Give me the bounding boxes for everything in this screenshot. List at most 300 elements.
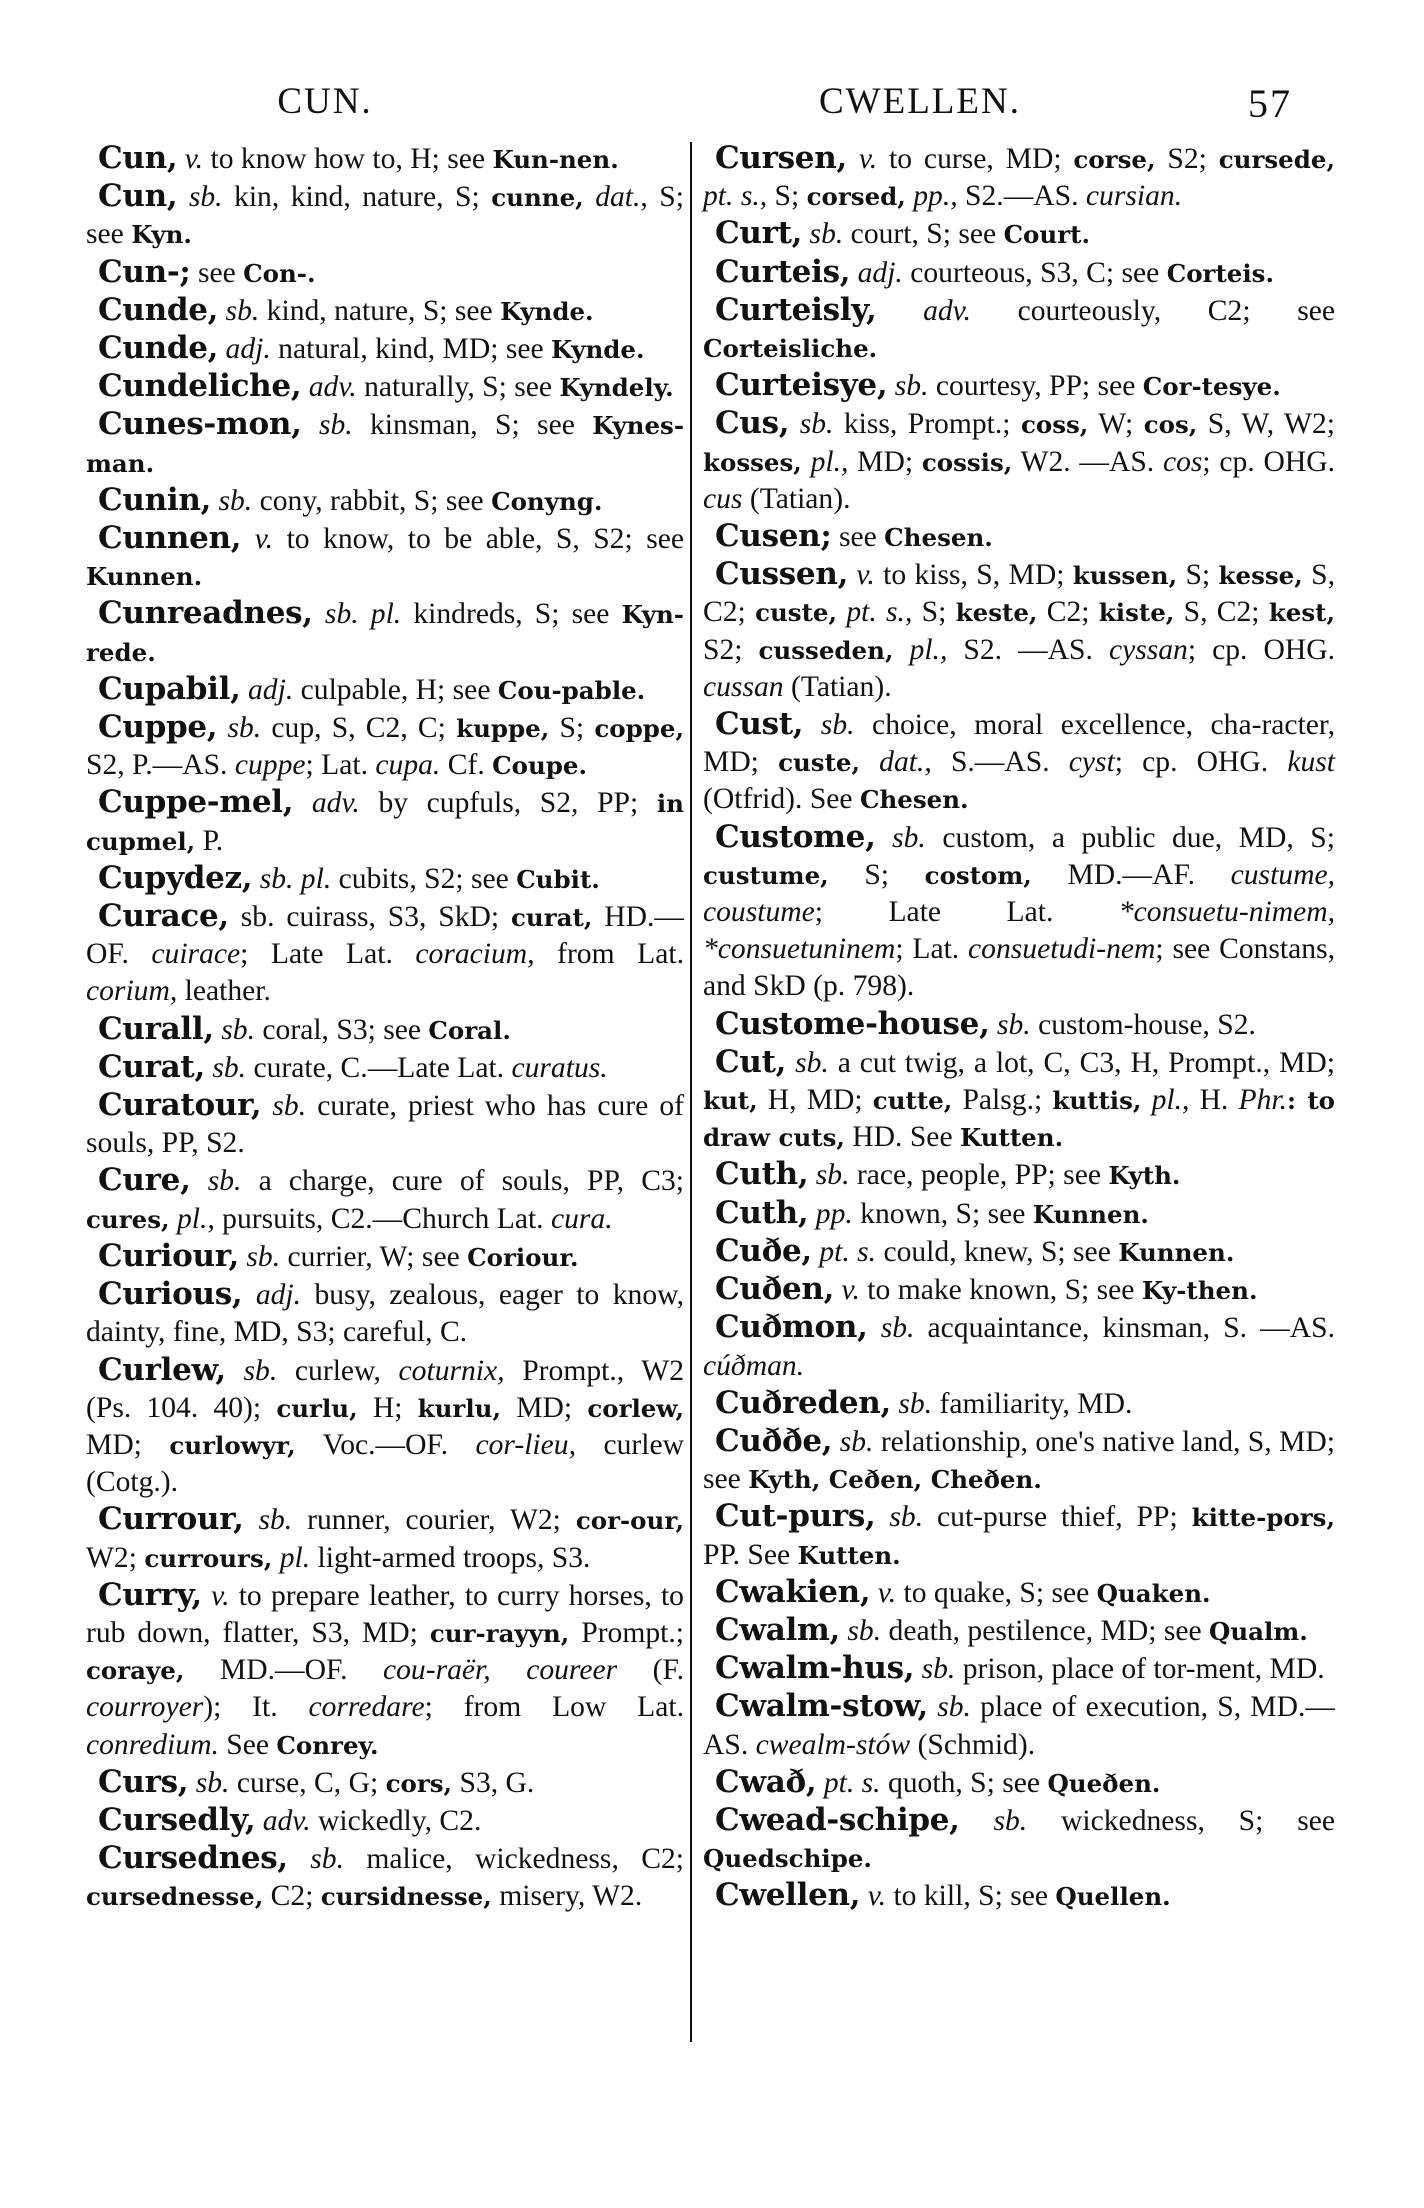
- dictionary-entry: [703, 1006, 1335, 1044]
- headword: Cuth,: [715, 1156, 809, 1193]
- definition-text: curse, C, G;: [229, 1766, 386, 1799]
- definition-text: ; Late Lat.: [814, 896, 1119, 929]
- italic-text: sb.: [218, 294, 260, 327]
- italic-text: pl.,: [169, 1202, 215, 1235]
- dictionary-entry: [703, 140, 1335, 215]
- bold-form: kosses,: [703, 447, 802, 477]
- definition-text: see: [190, 256, 244, 289]
- italic-text: pt. s.: [811, 1235, 877, 1268]
- italic-text: sb.: [840, 1614, 882, 1647]
- definition-text: S;: [912, 596, 956, 629]
- bold-form: Kynde.: [551, 335, 645, 365]
- definition-text: leather.: [177, 975, 271, 1008]
- running-head-right: CWELLEN.: [819, 81, 1021, 122]
- definition-text: S2.—AS.: [957, 180, 1086, 213]
- dictionary-entry: [86, 1276, 684, 1351]
- italic-text: sb.: [204, 1051, 247, 1084]
- headword: Cunde,: [98, 330, 219, 367]
- headword: Cust,: [715, 706, 804, 743]
- headword: Curiour,: [98, 1237, 240, 1274]
- bold-form: cunne,: [491, 183, 584, 213]
- italic-text: coracium,: [415, 938, 535, 971]
- definition-text: custom, a public due, MD, S;: [925, 821, 1335, 854]
- italic-text: sb.: [887, 370, 929, 403]
- italic-text: v.: [870, 1576, 897, 1609]
- italic-text: pl.,: [1141, 1084, 1190, 1117]
- bold-form: kurlu,: [417, 1393, 501, 1423]
- definition-text: wickedly, C2.: [310, 1804, 482, 1837]
- dictionary-entry: [86, 595, 684, 670]
- headword: Cwað,: [715, 1763, 817, 1800]
- bold-form: Ky-then.: [1141, 1276, 1258, 1306]
- italic-text: cwealm-stów: [755, 1728, 911, 1761]
- headword: Cuth,: [715, 1194, 809, 1231]
- bold-form: coraye,: [86, 1656, 185, 1686]
- italic-text: sb.: [177, 181, 223, 214]
- italic-text: sb.: [287, 1843, 344, 1876]
- definition-text: culpable, H; see: [293, 673, 498, 706]
- bold-form: cursede,: [1218, 145, 1335, 174]
- bold-form: Kunnen.: [1118, 1237, 1235, 1267]
- italic-text: pp.,: [905, 180, 958, 213]
- definition-text: MD.—OF.: [184, 1654, 383, 1687]
- definition-text: HD.—OF.: [86, 901, 684, 971]
- bold-form: custume,: [703, 860, 829, 890]
- bold-form: Kyn-rede.: [86, 600, 684, 667]
- headword: Cuðe,: [715, 1232, 812, 1269]
- definition-text: cony, rabbit, S; see: [252, 484, 492, 517]
- bold-form: cors,: [385, 1768, 453, 1798]
- headword: Cursen,: [715, 140, 847, 176]
- running-head-left: CUN.: [277, 81, 373, 122]
- italic-text: sb.: [239, 1240, 281, 1273]
- italic-text: cyst: [1068, 746, 1115, 779]
- italic-text: sb.: [802, 218, 844, 251]
- headword: Cwalm-stow,: [715, 1688, 928, 1725]
- italic-text: kust: [1287, 746, 1335, 779]
- definition-text: MD;: [86, 1428, 170, 1461]
- definition-text: to kiss, S, MD;: [874, 559, 1073, 592]
- definition-text: S, W, W2;: [1197, 408, 1335, 441]
- italic-text: sb.: [890, 1387, 933, 1420]
- dictionary-entry: [86, 1802, 684, 1840]
- definition-text: to quake, S; see: [896, 1576, 1097, 1609]
- italic-text: corium,: [86, 975, 178, 1008]
- headword: Cwalm-hus,: [715, 1650, 915, 1687]
- italic-text: adv.: [255, 1804, 311, 1837]
- bold-form: Conrey.: [276, 1730, 379, 1760]
- italic-text: Phr.: [1238, 1084, 1288, 1117]
- headword: Custome,: [715, 818, 876, 855]
- definition-text: S2;: [1155, 143, 1219, 175]
- bold-form: Con-.: [243, 258, 316, 288]
- bold-form: keste,: [955, 598, 1038, 628]
- italic-text: coturnix,: [398, 1354, 505, 1387]
- headword: Cussen,: [715, 556, 849, 593]
- bold-form: kitte-pors,: [1191, 1503, 1335, 1533]
- definition-text: race, people, PP; see: [849, 1159, 1109, 1192]
- dictionary-entry: [703, 1802, 1335, 1877]
- bold-form: kesse,: [1218, 561, 1303, 591]
- dictionary-entry: [86, 406, 684, 481]
- dictionary-entry: [703, 1309, 1335, 1384]
- bold-form: kuppe,: [456, 714, 550, 744]
- bold-form: Conyng.: [491, 486, 603, 516]
- italic-text: sb.: [928, 1691, 971, 1724]
- headword: Cuððe,: [715, 1422, 833, 1459]
- definition-text: S2, P.—AS.: [86, 749, 235, 782]
- italic-text: sb.: [243, 1504, 293, 1537]
- bold-form: custe,: [778, 748, 861, 778]
- bold-form: Kynes-man.: [86, 411, 684, 478]
- headword: Cursedly,: [98, 1801, 256, 1838]
- italic-text: sb.: [914, 1653, 956, 1686]
- headword: Cwakien,: [715, 1573, 871, 1610]
- bold-form: : to draw cuts,: [703, 1086, 1336, 1153]
- bold-form: coppe,: [594, 714, 684, 744]
- headword: Cus,: [715, 405, 790, 442]
- bold-form: costom,: [924, 860, 1032, 890]
- headword: Curteisye,: [715, 367, 888, 404]
- dictionary-entry: [86, 330, 684, 368]
- headword: Curall,: [98, 1010, 214, 1047]
- definition-text: C2;: [263, 1880, 321, 1913]
- italic-text: sb.: [832, 1425, 874, 1458]
- definition-text: (Schmid).: [910, 1728, 1036, 1761]
- definition-text: runner, courier, W2;: [292, 1504, 576, 1537]
- bold-form: cos,: [1143, 410, 1198, 440]
- bold-form: Kunnen.: [1032, 1199, 1149, 1229]
- italic-text: sb.: [875, 1501, 924, 1534]
- bold-form: Chesen.: [884, 523, 993, 553]
- italic-text: sb.: [211, 484, 253, 517]
- definition-text: quoth, S; see: [880, 1766, 1048, 1799]
- dictionary-entry: [86, 898, 684, 1011]
- dictionary-entry: [703, 215, 1335, 253]
- bold-form: Quellen.: [1055, 1882, 1171, 1912]
- headword: Cunreadnes,: [98, 595, 313, 632]
- definition-text: S;: [828, 858, 925, 891]
- definition-text: malice, wickedness, C2;: [344, 1843, 684, 1876]
- definition-text: kind, nature, S; see: [259, 294, 501, 327]
- definition-text: known, S; see: [852, 1197, 1033, 1230]
- headword: Cupabil,: [98, 670, 241, 707]
- italic-text: cor-lieu,: [475, 1428, 576, 1461]
- italic-text: dat.,: [860, 746, 932, 779]
- dictionary-entry: [703, 819, 1335, 1006]
- italic-text: cos: [1162, 445, 1203, 478]
- italic-text: sb.: [786, 1046, 829, 1079]
- definition-text: courteously, C2; see: [971, 294, 1335, 327]
- definition-text: see: [831, 521, 885, 554]
- dictionary-entry: [86, 709, 684, 784]
- italic-text: adj.: [218, 333, 271, 366]
- bold-form: Cor-tesye.: [1142, 372, 1281, 402]
- definition-text: kindreds, S; see: [401, 598, 622, 631]
- definition-text: Cf.: [440, 749, 493, 782]
- italic-text: v.: [834, 1274, 860, 1307]
- headword: Cut-purs,: [715, 1498, 876, 1535]
- definition-text: S, C2;: [703, 559, 1335, 629]
- bold-form: Cubit.: [516, 864, 600, 894]
- bold-form: cusseden,: [758, 635, 894, 665]
- headword: Curt,: [715, 215, 803, 252]
- dictionary-entry: [703, 1233, 1335, 1271]
- definition-text: a cut twig, a lot, C, C3, H, Prompt., MD;: [828, 1046, 1335, 1079]
- definition-text: naturally, S; see: [356, 371, 560, 404]
- bold-form: cursidnesse,: [320, 1882, 492, 1912]
- italic-text: cou-raër, coureer: [383, 1654, 618, 1687]
- definition-text: death, pestilence, MD; see: [881, 1614, 1210, 1647]
- bold-form: Chesen.: [859, 785, 969, 815]
- bold-form: cur-rayyn,: [429, 1618, 570, 1648]
- bold-form: Cou-pable.: [497, 675, 646, 705]
- italic-text: v.: [860, 1880, 887, 1913]
- definition-text: S;: [1177, 559, 1219, 592]
- bold-form: Kyn.: [131, 220, 192, 250]
- definition-text: custom-house, S2.: [1030, 1008, 1256, 1041]
- headword: Curteisly,: [715, 291, 877, 328]
- definition-text: (Tatian).: [783, 670, 892, 703]
- italic-text: pt. s.: [816, 1766, 881, 1799]
- definition-text: court, S; see: [843, 218, 1004, 251]
- italic-text: courroyer: [86, 1691, 204, 1724]
- definition-text: to prepare leather, to curry horses, to rub down, flatter, S3, MD;: [86, 1579, 684, 1649]
- dictionary-entry: [86, 1352, 684, 1502]
- italic-text: cura.: [550, 1202, 613, 1235]
- headword: Cwellen,: [715, 1877, 861, 1914]
- definition-text: kinsman, S; see: [352, 409, 593, 442]
- bold-form: Coral.: [428, 1015, 511, 1045]
- italic-text: sb.: [989, 1008, 1031, 1041]
- definition-text: ; Lat.: [895, 933, 969, 966]
- definition-text: kiss, Prompt.;: [833, 408, 1021, 441]
- headword: Cuðreden,: [715, 1384, 891, 1421]
- definition-text: curate, priest who has cure of souls, PP, S2.: [86, 1090, 684, 1160]
- bold-form: corlew,: [587, 1393, 684, 1423]
- headword: Cunnen,: [98, 520, 242, 557]
- definition-text: H;: [357, 1391, 418, 1424]
- bold-form: kiste,: [1098, 598, 1175, 628]
- italic-text: v.: [848, 559, 875, 592]
- dictionary-entry: [703, 518, 1335, 556]
- dictionary-entry: [703, 1271, 1335, 1309]
- bold-form: Kynde.: [500, 296, 594, 326]
- definition-text: pursuits, C2.—Church Lat.: [214, 1202, 551, 1235]
- dictionary-entry: [86, 254, 684, 292]
- bold-form: curlu,: [276, 1393, 358, 1423]
- bold-form: kut,: [703, 1086, 758, 1116]
- bold-form: Kunnen.: [86, 562, 203, 592]
- italic-text: sb.: [213, 1013, 256, 1046]
- headword: Curlew,: [98, 1351, 226, 1388]
- definition-text: ; from Low Lat.: [424, 1691, 684, 1724]
- definition-text: to know, to be able, S, S2; see: [273, 523, 684, 556]
- dictionary-entry: [703, 1650, 1335, 1688]
- dictionary-entry: [703, 1385, 1335, 1423]
- bold-form: Court.: [1003, 220, 1090, 250]
- bold-form: kest,: [1268, 598, 1336, 628]
- bold-form: Coupe.: [492, 751, 588, 781]
- bold-form: cutte,: [872, 1086, 953, 1116]
- definition-text: Palsg.;: [952, 1084, 1053, 1117]
- italic-text: cursian.: [1085, 180, 1183, 213]
- headword: Cunes-mon,: [98, 406, 302, 443]
- italic-text: sb.: [301, 409, 353, 442]
- definition-text: H.: [1189, 1084, 1239, 1117]
- headword: Curs,: [98, 1763, 189, 1800]
- dictionary-entry: [86, 671, 684, 709]
- italic-text: custume, coustume: [703, 858, 1335, 929]
- italic-text: sb.: [261, 1090, 307, 1123]
- definition-text: a charge, cure of souls, PP, C3;: [241, 1165, 684, 1198]
- definition-text: to kill, S; see: [886, 1880, 1056, 1913]
- definition-text: courtesy, PP; see: [928, 370, 1143, 403]
- bold-form: curlowyr,: [169, 1430, 296, 1460]
- definition-text: cut-purse thief, PP;: [923, 1501, 1192, 1534]
- bold-form: Kyth.: [1108, 1161, 1181, 1191]
- italic-text: cupa.: [375, 749, 441, 782]
- dictionary-entry: [703, 556, 1335, 706]
- dictionary-entry: [703, 292, 1335, 367]
- bold-form: Coriour.: [467, 1242, 579, 1272]
- definition-text: (Tatian).: [742, 482, 851, 515]
- italic-text: sb.: [959, 1804, 1028, 1837]
- dictionary-entry: [86, 1840, 684, 1915]
- left-column: [86, 140, 684, 1916]
- italic-text: adv.: [301, 371, 357, 404]
- italic-text: adj.: [850, 256, 903, 289]
- dictionary-entry: [703, 254, 1335, 292]
- definition-text: kin, kind, nature, S;: [222, 181, 492, 214]
- italic-text: sb.: [875, 821, 926, 854]
- definition-text: MD;: [848, 445, 922, 478]
- bold-form: cures,: [86, 1204, 170, 1234]
- headword: Cusen;: [715, 518, 832, 555]
- dictionary-entry: [703, 1688, 1335, 1763]
- dictionary-entry: [703, 1195, 1335, 1233]
- definition-text: ; cp. OHG.: [1187, 633, 1335, 666]
- dictionary-entry: [86, 1764, 684, 1802]
- headword: Cun,: [98, 140, 178, 176]
- headword: Cunin,: [98, 481, 212, 518]
- definition-text: Prompt., W2 (Ps. 104. 40);: [86, 1354, 684, 1424]
- definition-text: S, C2;: [1174, 596, 1269, 629]
- italic-text: conredium.: [86, 1728, 219, 1761]
- definition-text: by cupfuls, S2, PP;: [359, 787, 657, 820]
- definition-text: ; Late Lat.: [240, 938, 416, 971]
- headword: Cwalm,: [715, 1611, 841, 1648]
- bold-form: corsed,: [806, 182, 906, 212]
- bold-form: in cupmel,: [86, 789, 684, 856]
- definition-text: MD;: [500, 1391, 588, 1424]
- italic-text: adj.: [240, 673, 294, 706]
- headword: Cunde,: [98, 291, 219, 328]
- italic-text: cuirace: [151, 938, 241, 971]
- dictionary-entry: [703, 1156, 1335, 1194]
- definition-text: W;: [1088, 408, 1144, 441]
- bold-form: corse,: [1073, 145, 1156, 174]
- definition-text: HD. See: [844, 1121, 960, 1154]
- italic-text: sb. pl.: [252, 862, 332, 895]
- italic-text: adj.: [242, 1279, 302, 1312]
- definition-text: S.—AS.: [931, 746, 1069, 779]
- headword: Cuðen,: [715, 1271, 835, 1308]
- bold-form: Kutten.: [959, 1123, 1064, 1153]
- headword: Curry,: [98, 1576, 202, 1613]
- dictionary-entry: [86, 292, 684, 330]
- definition-text: ; Lat.: [305, 749, 376, 782]
- italic-text: sb.: [190, 1165, 242, 1198]
- bold-form: Kyndely.: [559, 373, 674, 403]
- definition-text: to make known, S; see: [859, 1274, 1142, 1307]
- italic-text: corredare: [308, 1691, 425, 1724]
- definition-text: (F.: [617, 1654, 684, 1687]
- italic-text: cyssan: [1108, 633, 1188, 666]
- italic-text: pt. s.,: [703, 180, 768, 213]
- headword: Cundeliche,: [98, 368, 302, 405]
- headword: Currour,: [98, 1501, 244, 1538]
- headword: Custome-house,: [715, 1005, 990, 1042]
- dictionary-entry: [86, 1162, 684, 1237]
- italic-text: cussan: [703, 670, 784, 703]
- definition-text: relationship, one's native land, S, MD; see: [703, 1425, 1335, 1496]
- headword: Cure,: [98, 1162, 191, 1199]
- definition-text: S;: [549, 712, 595, 745]
- italic-text: sb.: [217, 712, 262, 745]
- definition-text: courteous, S3, C; see: [902, 256, 1167, 289]
- headword: Cuðmon,: [715, 1309, 868, 1346]
- bold-form: kuttis,: [1052, 1086, 1142, 1116]
- italic-text: cus: [703, 482, 743, 515]
- definition-text: S;: [767, 180, 807, 213]
- bold-form: custe,: [755, 598, 838, 628]
- right-column: [703, 140, 1335, 1916]
- bold-form: cossis,: [921, 447, 1013, 477]
- bold-form: Quedschipe.: [703, 1844, 872, 1874]
- dictionary-entry: [86, 178, 684, 253]
- definition-text: misery, W2.: [491, 1880, 643, 1913]
- definition-text: S2. —AS.: [947, 633, 1109, 666]
- headword: Cuppe,: [98, 709, 218, 746]
- headword: Curatour,: [98, 1087, 262, 1124]
- bold-form: kussen,: [1072, 561, 1178, 591]
- dictionary-entry: [86, 1238, 684, 1276]
- definition-text: familiarity, MD.: [932, 1387, 1133, 1420]
- definition-text: P.: [195, 824, 224, 857]
- definition-text: (Otfrid). See: [703, 783, 860, 816]
- bold-form: currours,: [144, 1543, 273, 1573]
- dictionary-entry: [703, 1574, 1335, 1612]
- italic-text: curatus.: [511, 1051, 608, 1084]
- definition-text: acquaintance, kinsman, S. —AS.: [914, 1312, 1335, 1345]
- definition-text: C2;: [1037, 596, 1099, 629]
- dictionary-entry: [703, 1423, 1335, 1498]
- definition-text: S3, G.: [452, 1766, 535, 1799]
- italic-text: pp.: [808, 1197, 853, 1230]
- headword: Cupydez,: [98, 859, 253, 896]
- dictionary-entry: [86, 520, 684, 595]
- italic-text: consuetudi-nem: [968, 933, 1156, 966]
- headword: Curace,: [98, 898, 229, 935]
- definition-text: , S; see: [86, 181, 684, 251]
- column-divider: [690, 142, 692, 2042]
- italic-text: sb. pl.: [312, 598, 402, 631]
- definition-text: ; see Constans, and SkD (p. 798).: [703, 933, 1335, 1003]
- page-number: 57: [1248, 81, 1292, 126]
- headword: Curat,: [98, 1048, 205, 1085]
- bold-form: Kyth, Ceðen, Cheðen.: [748, 1465, 1042, 1495]
